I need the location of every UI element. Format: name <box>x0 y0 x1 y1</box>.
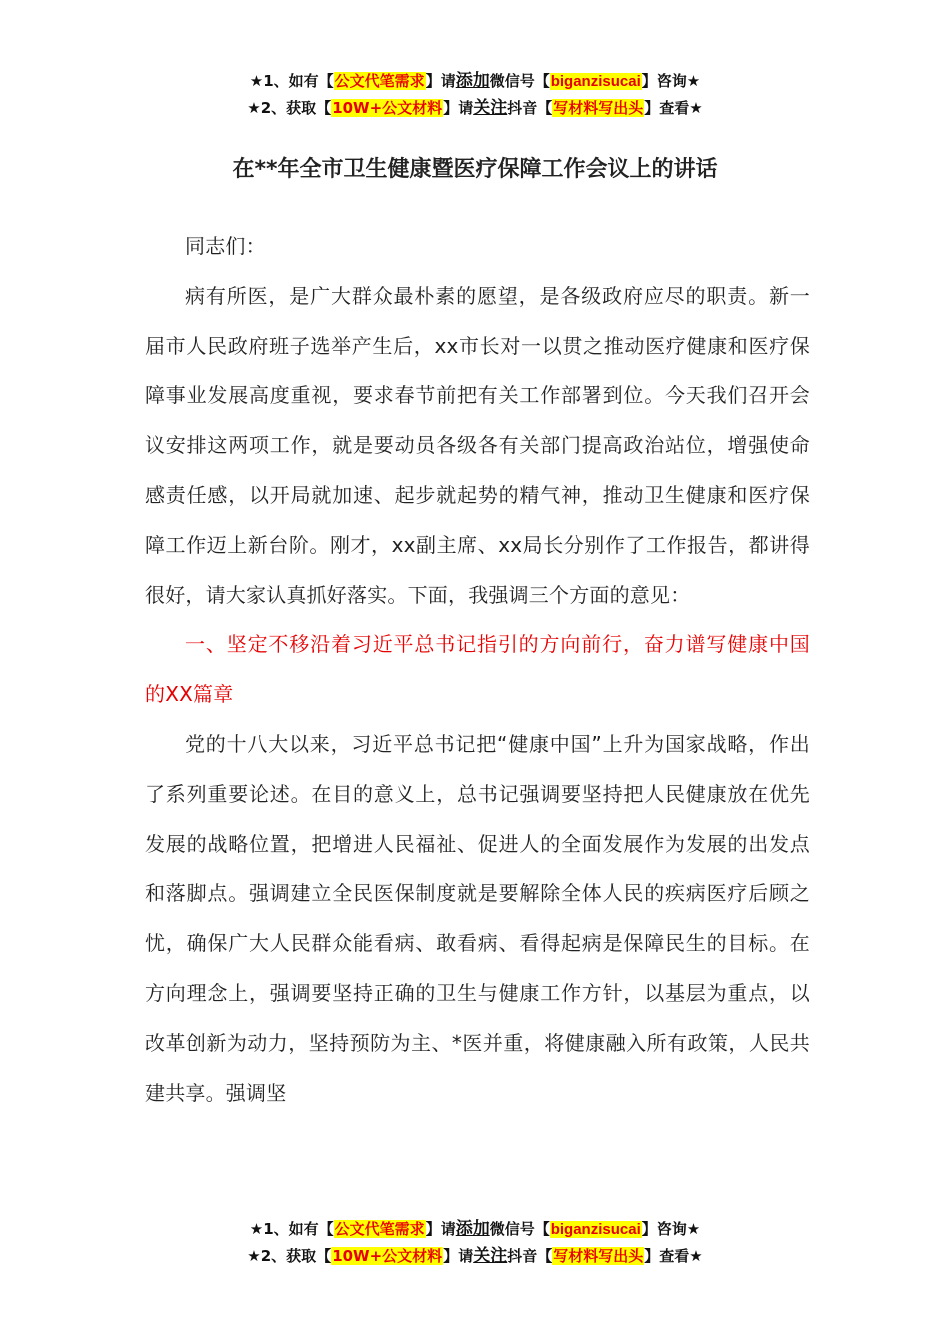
promo-line-2: ★2、获取【10W+公文材料】请关注抖音【写材料写出头】查看★ <box>247 98 703 118</box>
paragraph-section-1: 党的十八大以来，习近平总书记把“健康中国”上升为国家战略，作出了系列重要论述。在目的意义上，总书记强调要坚持把人民健康放在优先发展的战略位置，把增进人民福祉、促进人的全面发展作为发展的出发点和落脚点。强调建立全民医保制度就是要解除全体人民的疾病医疗后顾之忧，确保广大人民群众能看病、敢看病、看得起病是保障民生的目标。在方向理念上，强调要坚持正确的卫生与健康工作方针，以基层为重点，以改革创新为动力，坚持预防为主、*医并重，将健康融入所有政策，人民共建共享。强调坚 <box>145 731 810 1105</box>
promo-highlight-materials: 10W+公文材料 <box>332 99 443 117</box>
promo-underline-follow: 关注 <box>473 1246 508 1266</box>
salutation: 同志们： <box>185 234 266 258</box>
promo-highlight-douyin-id: 写材料写出头 <box>553 99 644 117</box>
section-heading-1: 一、坚定不移沿着习近平总书记指引的方向前行，奋力谱写健康中国的XX篇章 <box>145 632 810 707</box>
promo-highlight-service: 公文代笔需求 <box>334 1220 425 1238</box>
bottom-promo-banner <box>0 1216 950 1269</box>
promo-line-1: ★1、如有【公文代笔需求】请添加微信号【biganzisucai】咨询★ <box>249 1219 701 1239</box>
promo-highlight-wechat-id: biganzisucai <box>550 1221 641 1238</box>
document-body <box>145 222 810 1118</box>
promo-underline-follow: 关注 <box>473 98 508 118</box>
promo-highlight-wechat-id: biganzisucai <box>550 73 641 90</box>
promo-highlight-service: 公文代笔需求 <box>334 72 425 90</box>
promo-highlight-douyin-id: 写材料写出头 <box>553 1247 644 1265</box>
top-promo-banner <box>0 68 950 121</box>
document-title: 在**年全市卫生健康暨医疗保障工作会议上的讲话 <box>232 157 718 182</box>
promo-underline-add: 添加 <box>455 71 490 91</box>
promo-underline-add: 添加 <box>455 1219 490 1239</box>
promo-line-2: ★2、获取【10W+公文材料】请关注抖音【写材料写出头】查看★ <box>247 1246 703 1266</box>
promo-highlight-materials: 10W+公文材料 <box>332 1247 443 1265</box>
paragraph-intro: 病有所医，是广大群众最朴素的愿望，是各级政府应尽的职责。新一届市人民政府班子选举产生后，xx市长对一以贯之推动医疗健康和医疗保障事业发展高度重视，要求春节前把有关工作部署到位。今天我们召开会议安排这两项工作，就是要动员各级各有关部门提高政治站位，增强使命感责任感，以开局就加速、起步就起势的精气神，推动卫生健康和医疗保障工作迈上新台阶。刚才，xx副主席、xx局长分别作了工作报告，都讲得很好，请大家认真抓好落实。下面，我强调三个方面的意见： <box>145 283 810 607</box>
promo-line-1: ★1、如有【公文代笔需求】请添加微信号【biganzisucai】咨询★ <box>249 71 701 91</box>
